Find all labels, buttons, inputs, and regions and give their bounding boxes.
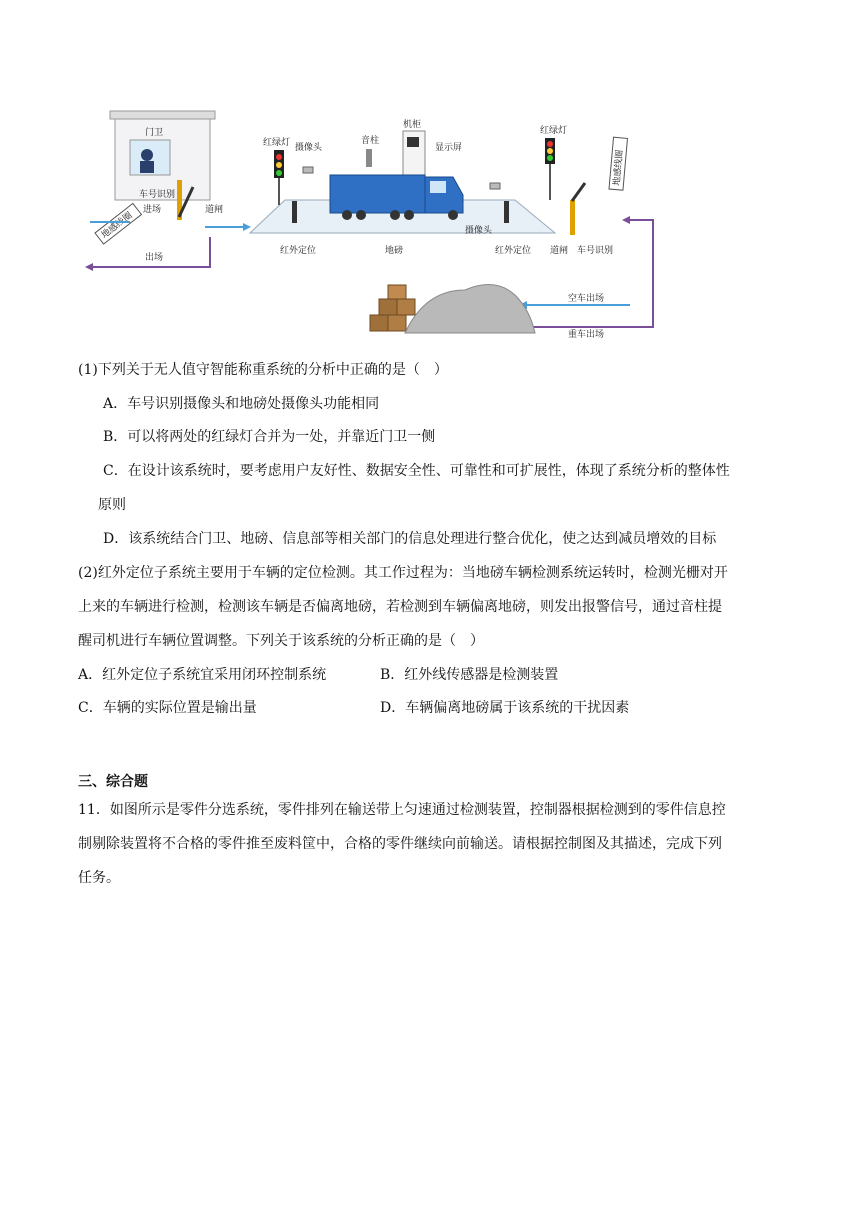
q11-line1: 11．如图所示是零件分选系统，零件排列在输送带上匀速通过检测装置，控制器根据检测到的零件信息控 — [78, 802, 726, 818]
weighbridge-system-diagram — [85, 105, 675, 350]
label-heavy-exit: 重车出场 — [568, 330, 605, 340]
label-display: 显示屏 — [435, 143, 463, 153]
q11-line3: 任务。 — [78, 870, 120, 886]
label-plate-recognition-right: 车号识别 — [577, 246, 614, 256]
q1-option-d: D．该系统结合门卫、地磅、信息部等相关部门的信息处理进行整合优化，使之达到减员增效的目标 — [103, 531, 717, 547]
q11-line2: 制剔除装置将不合格的零件推至废料筐中，合格的零件继续向前输送。请根据控制图及其描述，完成下列 — [78, 836, 722, 852]
label-empty-exit: 空车出场 — [568, 294, 605, 304]
label-traffic-light-right: 红绿灯 — [540, 126, 568, 136]
q2-line1: (2)红外定位子系统主要用于车辆的定位检测。其工作过程为：当地磅车辆检测系统运转时，检测光栅对开 — [78, 565, 728, 581]
label-infrared-left: 红外定位 — [280, 246, 317, 256]
cargo-boxes — [370, 285, 415, 331]
section-title: 三、综合题 — [78, 774, 148, 790]
q2-line3: 醒司机进行车辆位置调整。下列关于该系统的分析正确的是（ ） — [78, 633, 484, 649]
q2-option-c: C．车辆的实际位置是输出量 — [78, 700, 257, 716]
q2-option-a: A．红外定位子系统宜采用闭环控制系统 — [78, 667, 327, 683]
guard-booth — [110, 111, 215, 200]
label-plate-recognition: 车号识别 — [139, 190, 176, 200]
q1-option-b: B．可以将两处的红绿灯合并为一处，并靠近门卫一侧 — [103, 429, 436, 445]
label-infrared-right: 红外定位 — [495, 246, 532, 256]
ground-coil-left — [95, 203, 141, 244]
label-ground-coil-left: 地感线圈 — [99, 210, 135, 241]
label-guard: 门卫 — [145, 128, 164, 138]
q1-option-a: A．车号识别摄像头和地磅处摄像头功能相同 — [103, 396, 380, 412]
label-gate-right: 道闸 — [550, 246, 569, 256]
infrared-post-left — [292, 201, 297, 223]
label-camera-right: 摄像头 — [465, 226, 493, 236]
heavy-exit-path — [530, 220, 653, 327]
infrared-post-right — [504, 201, 509, 223]
label-camera-left: 摄像头 — [295, 143, 323, 153]
camera-left — [303, 167, 313, 173]
diagram-svg — [85, 105, 675, 350]
q2-line2: 上来的车辆进行检测，检测该车辆是否偏离地磅，若检测到车辆偏离地磅，则发出报警信号，通过音柱提 — [78, 599, 722, 615]
sound-post — [366, 149, 372, 167]
ground-coil-right — [609, 137, 627, 190]
label-exit: 出场 — [145, 253, 164, 263]
camera-right — [490, 183, 500, 189]
q1-stem: (1)下列关于无人值守智能称重系统的分析中正确的是（ ） — [78, 362, 448, 378]
q1-option-c-line2: 原则 — [98, 497, 126, 513]
label-sound-post: 音柱 — [361, 136, 380, 146]
label-gate: 道闸 — [205, 205, 224, 215]
gate-barrier-right — [570, 200, 575, 235]
q2-option-b: B．红外线传感器是检测装置 — [380, 667, 559, 683]
gravel-pile — [405, 285, 535, 333]
label-traffic-light-left: 红绿灯 — [263, 138, 291, 148]
label-enter: 进场 — [143, 205, 162, 215]
label-weighbridge: 地磅 — [385, 246, 404, 256]
label-cabinet: 机柜 — [403, 120, 422, 130]
q1-option-c-line1: C．在设计该系统时，要考虑用户友好性、数据安全性、可靠性和可扩展性，体现了系统分析的整体性 — [103, 463, 730, 479]
q2-option-d: D．车辆偏离地磅属于该系统的干扰因素 — [380, 700, 630, 716]
label-ground-coil-right: 地感线圈 — [612, 149, 626, 187]
truck — [330, 175, 463, 220]
